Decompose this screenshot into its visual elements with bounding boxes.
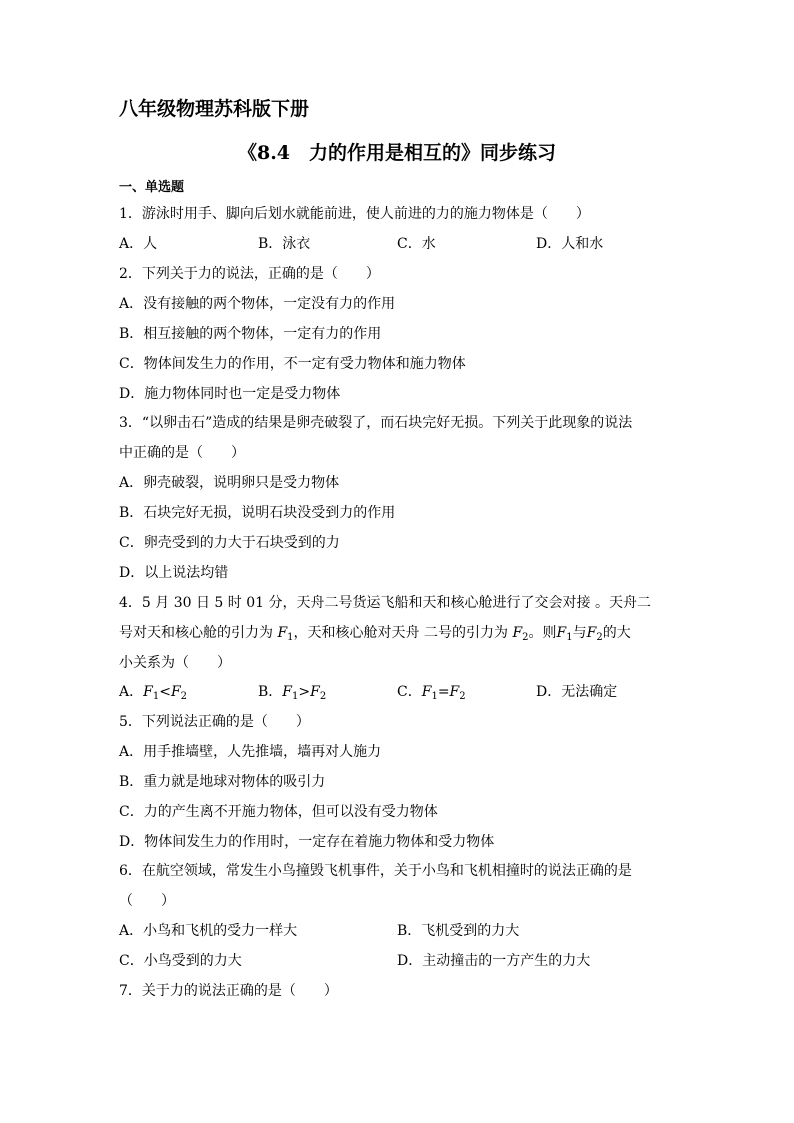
question-4-stem-continued: 号对天和核心舱的引力为 $F_1$，天和核心舱对天舟 二号的引力为 $F_2$。则$F_1$与$F_2$的大 xyxy=(119,625,631,643)
question-5-option-c: C．力的产生离不开施力物体，但可以没有受力物体 xyxy=(119,804,438,820)
question-1-option-a: A．人 xyxy=(119,236,158,252)
question-2-option-c: C．物体间发生力的作用，不一定有受力物体和施力物体 xyxy=(119,356,466,372)
question-5-stem: 5．下列说法正确的是（ ） xyxy=(119,714,310,730)
question-4-option-a: A．$F_1<F_2$ xyxy=(119,684,188,702)
question-2-option-b: B．相互接触的两个物体，一定有力的作用 xyxy=(119,326,382,342)
question-3-option-d: D．以上说法均错 xyxy=(119,565,229,581)
question-3-option-c: C．卵壳受到的力大于石块受到的力 xyxy=(119,535,340,551)
question-4-stem-end: 小关系为（ ） xyxy=(119,655,231,671)
question-3-stem: 3．“以卵击石”造成的结果是卵壳破裂了，而石块完好无损。下列关于此现象的说法 xyxy=(119,415,633,431)
section-heading: 一、单选题 xyxy=(119,180,185,195)
question-6-option-c: C．小鸟受到的力大 xyxy=(119,953,242,969)
question-1-option-d: D．人和水 xyxy=(536,236,604,252)
question-7-stem: 7．关于力的说法正确的是（ ） xyxy=(119,983,338,999)
question-2-option-d: D．施力物体同时也一定是受力物体 xyxy=(119,386,341,402)
question-3-option-b: B．石块完好无损，说明石块没受到力的作用 xyxy=(119,505,396,521)
question-1-stem: 1．游泳时用手、脚向后划水就能前进，使人前进的力的施力物体是（ ） xyxy=(119,206,590,222)
question-1-option-c: C．水 xyxy=(397,236,436,252)
question-1-option-b: B．泳衣 xyxy=(258,236,311,252)
question-6-option-b: B．飞机受到的力大 xyxy=(397,923,520,939)
question-4-option-d: D．无法确定 xyxy=(536,684,618,700)
question-4-option-c: C．$F_1=F_2$ xyxy=(397,684,466,702)
question-5-option-a: A．用手推墙壁，人先推墙，墙再对人施力 xyxy=(119,744,382,760)
page-title: 《8.4 力的作用是相互的》同步练习 xyxy=(237,142,557,164)
question-4-option-b: B．$F_1>F_2$ xyxy=(258,684,327,702)
question-2-stem: 2．下列关于力的说法，正确的是（ ） xyxy=(119,266,380,282)
question-5-option-d: D．物体间发生力的作用时，一定存在着施力物体和受力物体 xyxy=(119,834,495,850)
question-6-option-d: D．主动撞击的一方产生的力大 xyxy=(397,953,591,969)
question-6-option-a: A．小鸟和飞机的受力一样大 xyxy=(119,923,298,939)
question-2-option-a: A．没有接触的两个物体，一定没有力的作用 xyxy=(119,296,396,312)
question-5-option-b: B．重力就是地球对物体的吸引力 xyxy=(119,774,326,790)
question-3-stem-continued: 中正确的是（ ） xyxy=(119,445,245,461)
subtitle: 八年级物理苏科版下册 xyxy=(119,98,310,120)
question-6-stem: 6．在航空领域，常发生小鸟撞毁飞机事件，关于小鸟和飞机相撞时的说法正确的是 xyxy=(119,863,632,879)
question-6-stem-continued: （ ） xyxy=(119,893,175,909)
question-4-stem: 4．5 月 30 日 5 时 01 分，天舟二号货运飞船和天和核心舱进行了交会对接 。天舟二 xyxy=(119,595,651,611)
question-3-option-a: A．卵壳破裂，说明卵只是受力物体 xyxy=(119,475,340,491)
